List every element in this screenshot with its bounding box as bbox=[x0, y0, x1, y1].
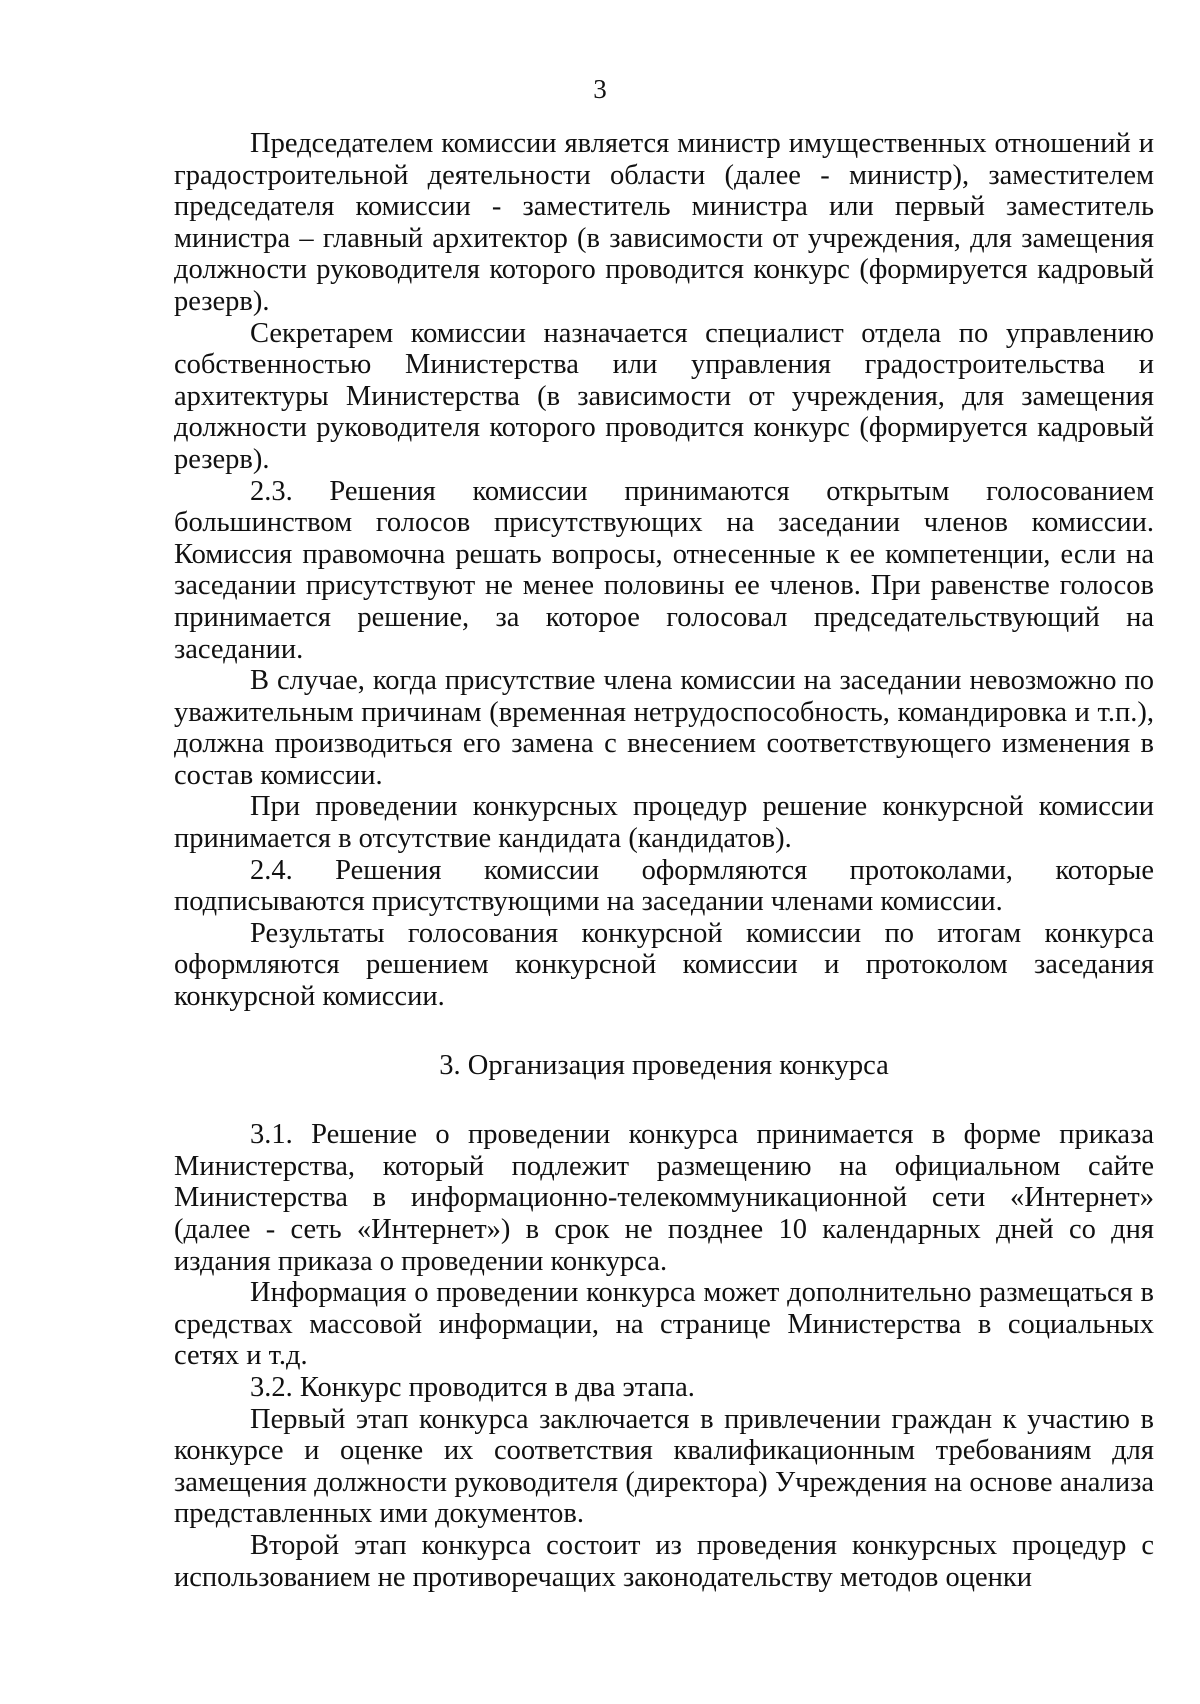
paragraph-secretary: Секретарем комиссии назначается специалист отдела по управлению собственностью Министерства или управления градостроительства и архитектуры Министерства (в зависимости от учреждения, для замещения должности руководителя которого проводится конкурс (формируется кадровый резерв). bbox=[174, 317, 1154, 475]
paragraph-3-2: 3.2. Конкурс проводится в два этапа. bbox=[250, 1371, 695, 1403]
paragraph-3-1: 3.1. Решение о проведении конкурса принимается в форме приказа Министерства, который подлежит размещению на официальном сайте Министерства в информационно-телекоммуникационной сети «Интернет» (далее - сеть «Интернет») в срок не позднее 10 календарных дней со дня издания приказа о проведении конкурса. bbox=[174, 1119, 1154, 1277]
paragraph-candidate-absence: При проведении конкурсных процедур решение конкурсной комиссии принимается в отсутствие кандидата (кандидатов). bbox=[174, 791, 1154, 855]
paragraph-voting-results: Результаты голосования конкурсной комиссии по итогам конкурса оформляются решением конкурсной комиссии и протоколом заседания конкурсной комиссии. bbox=[174, 917, 1154, 1013]
section-title: 3. Организация проведения конкурса bbox=[439, 1049, 889, 1081]
paragraph-first-stage: Первый этап конкурса заключается в привлечении граждан к участию в конкурсе и оценке их соответствия квалификационным требованиям для замещения должности руководителя (директора) Учреждения на основе анализа представленных ими документов. bbox=[174, 1403, 1154, 1530]
paragraph-second-stage: Второй этап конкурса состоит из проведения конкурсных процедур с использованием не противоречащих законодательству методов оценки bbox=[174, 1529, 1154, 1593]
paragraph-2-3: 2.3. Решения комиссии принимаются открытым голосованием большинством голосов присутствующих на заседании членов комиссии. Комиссия правомочна решать вопросы, отнесенные к ее компетенции, если на заседании присутствуют не менее половины ее членов. При равенстве голосов принимается решение, за которое голосовал председательствующий на заседании. bbox=[174, 475, 1154, 665]
paragraph-media-info: Информация о проведении конкурса может дополнительно размещаться в средствах массовой информации, на странице Министерства в социальных сетях и т.д. bbox=[174, 1277, 1154, 1372]
document-body bbox=[174, 128, 1154, 1593]
page-number: 3 bbox=[593, 74, 607, 104]
paragraph-chairman: Председателем комиссии является министр имущественных отношений и градостроительной деятельности области (далее - министр), заместителем председателя комиссии - заместитель министра или первый заместитель министра – главный архитектор (в зависимости от учреждения, для замещения должности руководителя которого проводится конкурс (формируется кадровый резерв). bbox=[174, 128, 1154, 317]
paragraph-member-replacement: В случае, когда присутствие члена комиссии на заседании невозможно по уважительным причинам (временная нетрудоспособность, командировка и т.п.), должна производиться его замена с внесением соответствующего изменения в состав комиссии. bbox=[174, 665, 1154, 791]
paragraph-2-4: 2.4. Решения комиссии оформляются протоколами, которые подписываются присутствующими на заседании членами комиссии. bbox=[174, 854, 1154, 918]
